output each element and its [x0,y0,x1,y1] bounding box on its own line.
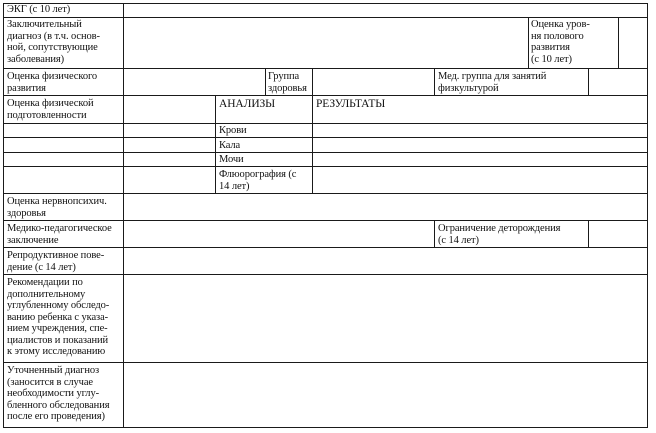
rule [3,137,648,138]
analysis-fluorography: Флюорография (с 14 лет) [219,169,297,192]
rule [312,68,313,96]
rule [3,3,648,4]
rule [3,362,648,363]
rule [215,95,216,194]
rule [123,3,124,428]
ecg-label: ЭКГ (с 10 лет) [7,4,71,15]
physical-fitness-label: Оценка физической подготовленности [7,98,94,121]
rule [265,68,266,96]
recommendations-label: Рекомендации по дополнительному углубленному обследо- ванию ребенка с указа- нием учреждения, спе- циалистов и показаний к этому исследованию [7,277,110,357]
refined-diagnosis-label: Уточненный диагноз (заносится в случае необходимости углу- бленного обследования после его проведения) [7,365,110,422]
rule [3,166,648,167]
childbearing-label: Ограничение деторождения (с 14 лет) [438,223,561,246]
med-group-label: Мед. группа для занятий физкультурой [438,71,547,94]
rule [3,427,648,428]
rule [312,95,313,194]
rule [588,220,589,248]
rule [3,123,648,124]
final-diagnosis-label: Заключительный диагноз (в т.ч. основ- ной, сопутствующие заболевания) [7,19,100,65]
analyses-header: АНАЛИЗЫ [219,98,276,110]
analysis-blood: Крови [219,125,247,136]
health-group-label: Группа здоровья [268,71,307,94]
med-ped-label: Медико-педагогическое заключение [7,223,112,246]
rule [3,17,648,18]
reproductive-label: Репродуктивное пове- дение (с 14 лет) [7,250,105,273]
rule [3,3,4,428]
analysis-urine: Мочи [219,154,244,165]
results-header: РЕЗУЛЬТАТЫ [316,98,386,110]
physical-development-label: Оценка физического развития [7,71,98,94]
sexual-development-label: Оценка уров- ня полового развития (с 10 лет) [531,19,590,65]
analysis-stool: Кала [219,140,241,151]
rule [434,68,435,96]
rule [3,152,648,153]
rule [3,247,648,248]
rule [647,3,648,428]
rule [588,68,589,96]
rule [3,274,648,275]
rule [3,193,648,194]
rule [528,17,529,69]
rule [3,68,648,69]
rule [3,220,648,221]
rule [618,17,619,69]
rule [3,95,648,96]
rule [434,220,435,248]
neuropsych-label: Оценка нервнопсихич. здоровья [7,196,107,219]
